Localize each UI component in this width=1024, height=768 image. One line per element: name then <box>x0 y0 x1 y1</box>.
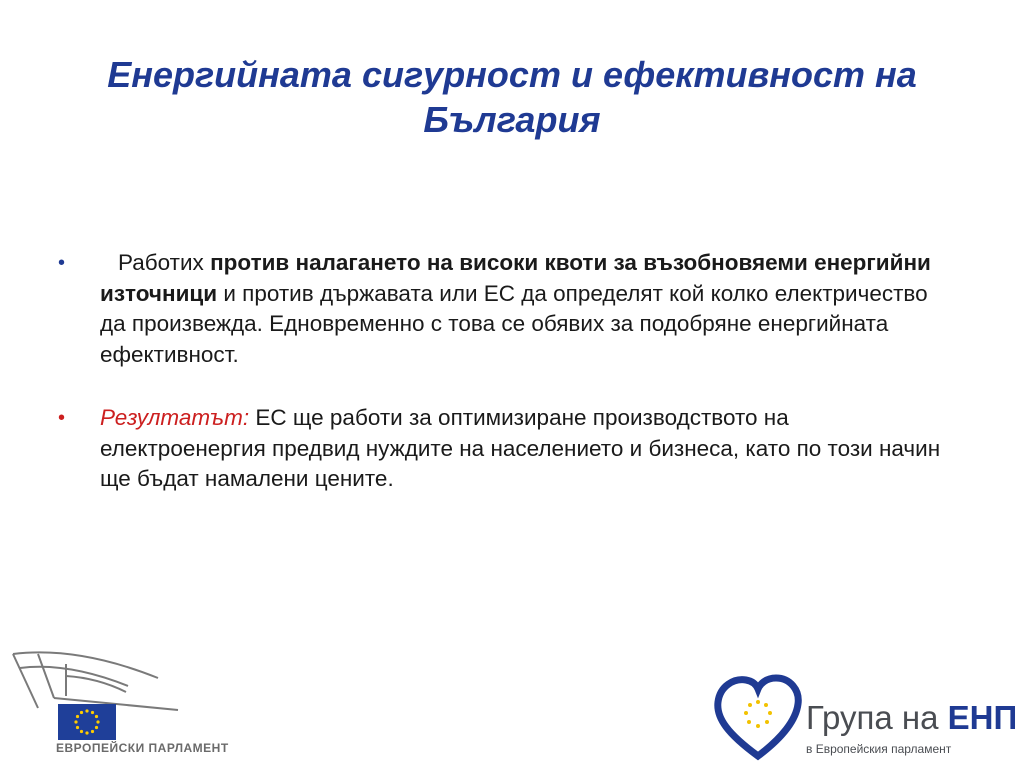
bullet-1-bold-text: против налагането на високи квоти за възобновяеми енергийни източници <box>100 250 931 306</box>
epp-group-name-text: Група на <box>806 699 948 736</box>
result-label: Резултатът: <box>100 405 250 430</box>
bullet-marker-1: • <box>58 252 66 274</box>
bullet-2-text: ЕС ще работи за оптимизиране производството на електроенергия предвид нуждите на населението и бизнеса, като по този начин ще бъдат намалени цените. <box>100 405 941 491</box>
epp-acronym: ЕНП <box>947 699 1018 736</box>
bullet-item-1 <box>58 248 958 370</box>
bullet-1-lead: Работих <box>118 250 211 275</box>
slide-title: Енергийната сигурност и ефективност на България <box>107 54 917 140</box>
bullet-item-2 <box>58 403 958 495</box>
bullet-1-rest: и против държавата или ЕС да определят кой колко електричество да произвежда. Едновременно с това се обявих за подобряне енергийната ефективност. <box>100 280 928 367</box>
ep-logo-label: ЕВРОПЕЙСКИ ПАРЛАМЕНТ <box>56 741 229 755</box>
epp-group-name <box>806 698 1017 738</box>
slide-content <box>58 248 958 495</box>
bullet-marker-2: • <box>58 407 66 429</box>
epp-subtitle: в Европейския парламент <box>806 742 952 756</box>
